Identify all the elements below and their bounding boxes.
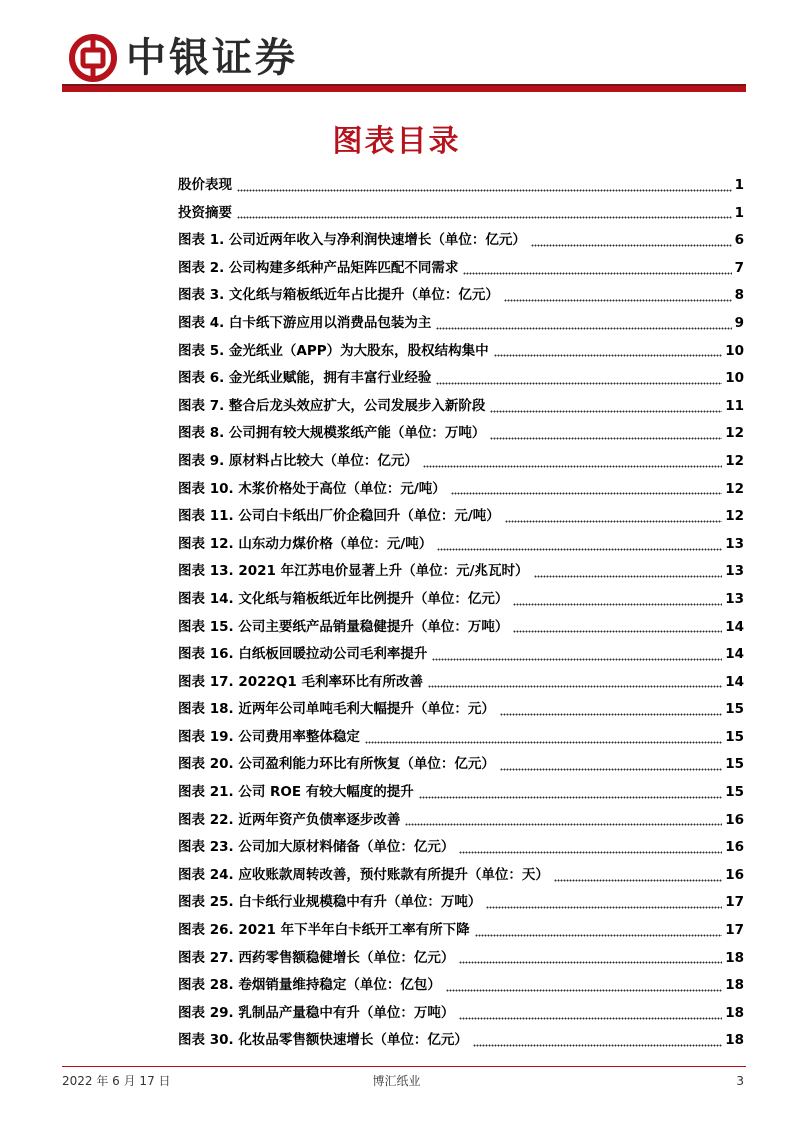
toc-entry-label[interactable]: 图表 10. 木浆价格处于高位（单位：元/吨） (178, 480, 446, 497)
toc-dot-leader (513, 603, 722, 607)
toc-dot-leader (436, 382, 722, 386)
toc-entry-label[interactable]: 图表 11. 公司白卡纸出厂价企稳回升（单位：元/吨） (178, 508, 500, 525)
toc-entry[interactable] (178, 338, 744, 366)
toc-entry-page[interactable]: 12 (725, 508, 744, 525)
toc-dot-leader (237, 216, 732, 220)
toc-entry[interactable] (178, 365, 744, 393)
toc-entry-label[interactable]: 图表 2. 公司构建多纸种产品矩阵匹配不同需求 (178, 259, 459, 276)
toc-entry[interactable] (178, 834, 744, 862)
toc-entry-page[interactable]: 12 (725, 425, 744, 442)
toc-dot-leader (432, 658, 722, 662)
toc-entry[interactable] (178, 310, 744, 338)
toc-entry-page[interactable]: 18 (725, 1032, 744, 1049)
toc-entry-page[interactable]: 17 (725, 894, 744, 911)
toc-entry-label[interactable]: 图表 9. 原材料占比较大（单位：亿元） (178, 452, 418, 469)
toc-entry-label[interactable]: 图表 23. 公司加大原材料储备（单位：亿元） (178, 839, 455, 856)
toc-dot-leader (237, 189, 732, 193)
toc-entry-page[interactable]: 13 (725, 590, 744, 607)
toc-entry-label[interactable]: 图表 21. 公司 ROE 有较大幅度的提升 (178, 784, 414, 801)
toc-dot-leader (459, 961, 722, 965)
toc-entry-label[interactable]: 图表 5. 金光纸业（APP）为大股东，股权结构集中 (178, 342, 489, 359)
toc-entry-label[interactable]: 图表 29. 乳制品产量稳中有升（单位：万吨） (178, 1004, 455, 1021)
toc-entry-label[interactable]: 图表 24. 应收账款周转改善，预付账款有所提升（单位：天） (178, 866, 549, 883)
footer-divider (62, 1066, 746, 1067)
toc-entry[interactable] (178, 200, 744, 228)
toc-entry[interactable] (178, 889, 744, 917)
toc-entry-page[interactable]: 14 (725, 673, 744, 690)
toc-dot-leader (451, 492, 722, 496)
toc-entry-label[interactable]: 图表 20. 公司盈利能力环比有所恢复（单位：亿元） (178, 756, 495, 773)
toc-entry-page[interactable]: 16 (725, 839, 744, 856)
toc-entry-page[interactable]: 17 (725, 922, 744, 939)
toc-entry[interactable] (178, 172, 744, 200)
toc-dot-leader (459, 1017, 722, 1021)
toc-entry[interactable] (178, 779, 744, 807)
page-title: 图表目录 (332, 124, 461, 159)
toc-entry-label[interactable]: 股价表现 (178, 177, 232, 193)
toc-entry-page[interactable]: 6 (734, 232, 744, 249)
toc-entry-label[interactable]: 图表 28. 卷烟销量维持稳定（单位：亿包） (178, 977, 441, 994)
footer-company: 博汇纸业 (372, 1074, 421, 1088)
toc-entry[interactable] (178, 558, 744, 586)
toc-entry-page[interactable]: 14 (725, 646, 744, 663)
toc-dot-leader (423, 465, 722, 469)
toc-entry-label[interactable]: 图表 1. 公司近两年收入与净利润快速增长（单位：亿元） (178, 232, 526, 249)
toc-entry-label[interactable]: 图表 27. 西药零售额稳健增长（单位：亿元） (178, 949, 455, 966)
toc-dot-leader (513, 630, 722, 634)
toc-entry-label[interactable]: 图表 15. 公司主要纸产品销量稳健提升（单位：万吨） (178, 618, 509, 635)
toc-entry[interactable] (178, 586, 744, 614)
footer-page-number: 3 (736, 1074, 744, 1088)
toc-dot-leader (494, 354, 723, 358)
toc-entry-page[interactable]: 1 (734, 204, 744, 221)
toc-dot-leader (534, 575, 723, 579)
toc-entry[interactable] (178, 614, 744, 642)
brand-name: 中银证券 (126, 35, 298, 81)
toc-entry-page[interactable]: 15 (725, 728, 744, 745)
toc-entry[interactable] (178, 945, 744, 973)
toc-entry-page[interactable]: 10 (725, 342, 744, 359)
toc-entry-label[interactable]: 投资摘要 (178, 204, 232, 221)
toc-entry-page[interactable]: 16 (725, 866, 744, 883)
toc-entry-page[interactable]: 13 (725, 535, 744, 552)
toc-entry-label[interactable]: 图表 22. 近两年资产负债率逐步改善 (178, 811, 401, 828)
toc-dot-leader (436, 327, 731, 331)
footer-date: 2022 年 6 月 17 日 (62, 1074, 171, 1088)
toc-entry-page[interactable]: 12 (725, 480, 744, 497)
toc-entry-label[interactable]: 图表 3. 文化纸与箱板纸近年占比提升（单位：亿元） (178, 287, 499, 304)
toc-entry[interactable] (178, 807, 744, 835)
toc-dot-leader (554, 879, 722, 883)
toc-entry-label[interactable]: 图表 7. 整合后龙头效应扩大，公司发展步入新阶段 (178, 397, 486, 414)
toc-entry-label[interactable]: 图表 16. 白纸板回暖拉动公司毛利率提升 (178, 646, 428, 663)
toc-dot-leader (365, 741, 722, 745)
toc-entry-page[interactable]: 16 (725, 811, 744, 828)
toc-entry-label[interactable]: 图表 13. 2021 年江苏电价显著上升（单位：元/兆瓦时） (178, 563, 529, 580)
toc-entry[interactable] (178, 1027, 744, 1055)
toc-entry-label[interactable]: 图表 18. 近两年公司单吨毛利大幅提升（单位：元） (178, 701, 495, 718)
toc-dot-leader (500, 768, 722, 772)
toc-dot-leader (475, 934, 723, 938)
toc-entry[interactable] (178, 448, 744, 476)
toc-entry-label[interactable]: 图表 25. 白卡纸行业规模稳中有升（单位：万吨） (178, 894, 482, 911)
toc-entry-label[interactable]: 图表 17. 2022Q1 毛利率环比有所改善 (178, 673, 423, 690)
toc-entry[interactable] (178, 751, 744, 779)
toc-entry[interactable] (178, 696, 744, 724)
toc-dot-leader (531, 244, 732, 248)
toc-entry[interactable] (178, 862, 744, 890)
toc-dot-leader (500, 713, 722, 717)
toc-entry-page[interactable]: 12 (725, 452, 744, 469)
toc-entry-page[interactable]: 11 (725, 397, 744, 414)
toc-entry[interactable] (178, 972, 744, 1000)
page-header (0, 0, 793, 100)
toc-entry-page[interactable]: 15 (725, 756, 744, 773)
toc-entry[interactable] (178, 503, 744, 531)
toc-entry[interactable] (178, 724, 744, 752)
toc-entry[interactable] (178, 641, 744, 669)
toc-entry[interactable] (178, 393, 744, 421)
toc-entry[interactable] (178, 476, 744, 504)
toc-entry[interactable] (178, 227, 744, 255)
toc-dot-leader (490, 437, 722, 441)
toc-entry-page[interactable]: 13 (725, 563, 744, 580)
toc-entry-page[interactable]: 10 (725, 370, 744, 387)
toc-entry-page[interactable]: 18 (725, 949, 744, 966)
toc-entry-label[interactable]: 图表 8. 公司拥有较大规模浆纸产能（单位：万吨） (178, 425, 486, 442)
toc-entry-page[interactable]: 15 (725, 701, 744, 718)
toc-entry-page[interactable]: 7 (734, 259, 744, 276)
toc-dot-leader (405, 823, 722, 827)
toc-entry[interactable] (178, 420, 744, 448)
toc-entry[interactable] (178, 282, 744, 310)
toc-dot-leader (459, 851, 722, 855)
toc-entry-label[interactable]: 图表 19. 公司费用率整体稳定 (178, 728, 360, 745)
toc-entry-page[interactable]: 1 (734, 177, 744, 193)
toc-entry-page[interactable]: 8 (734, 287, 744, 304)
toc-dot-leader (419, 796, 722, 800)
toc-entry-label[interactable]: 图表 30. 化妆品零售额快速增长（单位：亿元） (178, 1032, 468, 1049)
toc-entry-label[interactable]: 图表 4. 白卡纸下游应用以消费品包装为主 (178, 314, 432, 331)
toc-entry[interactable] (178, 531, 744, 559)
toc-entry-page[interactable]: 9 (734, 314, 744, 331)
toc-entry-label[interactable]: 图表 6. 金光纸业赋能，拥有丰富行业经验 (178, 370, 432, 387)
toc-entry-page[interactable]: 14 (725, 618, 744, 635)
toc-entry-page[interactable]: 18 (725, 1004, 744, 1021)
toc-dot-leader (446, 989, 722, 993)
toc-dot-leader (486, 906, 722, 910)
toc-entry[interactable] (178, 917, 744, 945)
toc-entry-label[interactable]: 图表 14. 文化纸与箱板纸近年比例提升（单位：亿元） (178, 590, 509, 607)
toc-dot-leader (428, 685, 722, 689)
toc-dot-leader (473, 1044, 722, 1048)
toc-entry-page[interactable]: 15 (725, 784, 744, 801)
table-of-figures (178, 172, 744, 1055)
toc-dot-leader (504, 299, 732, 303)
bank-of-china-logo-icon (68, 33, 118, 83)
toc-dot-leader (505, 520, 722, 524)
toc-entry-label[interactable]: 图表 26. 2021 年下半年白卡纸开工率有所下降 (178, 922, 470, 939)
toc-dot-leader (437, 548, 722, 552)
toc-dot-leader (490, 410, 722, 414)
toc-dot-leader (463, 272, 731, 276)
header-divider (62, 86, 746, 92)
toc-entry-page[interactable]: 18 (725, 977, 744, 994)
toc-entry[interactable] (178, 669, 744, 697)
toc-entry-label[interactable]: 图表 12. 山东动力煤价格（单位：元/吨） (178, 535, 433, 552)
toc-entry[interactable] (178, 1000, 744, 1028)
toc-entry[interactable] (178, 255, 744, 283)
